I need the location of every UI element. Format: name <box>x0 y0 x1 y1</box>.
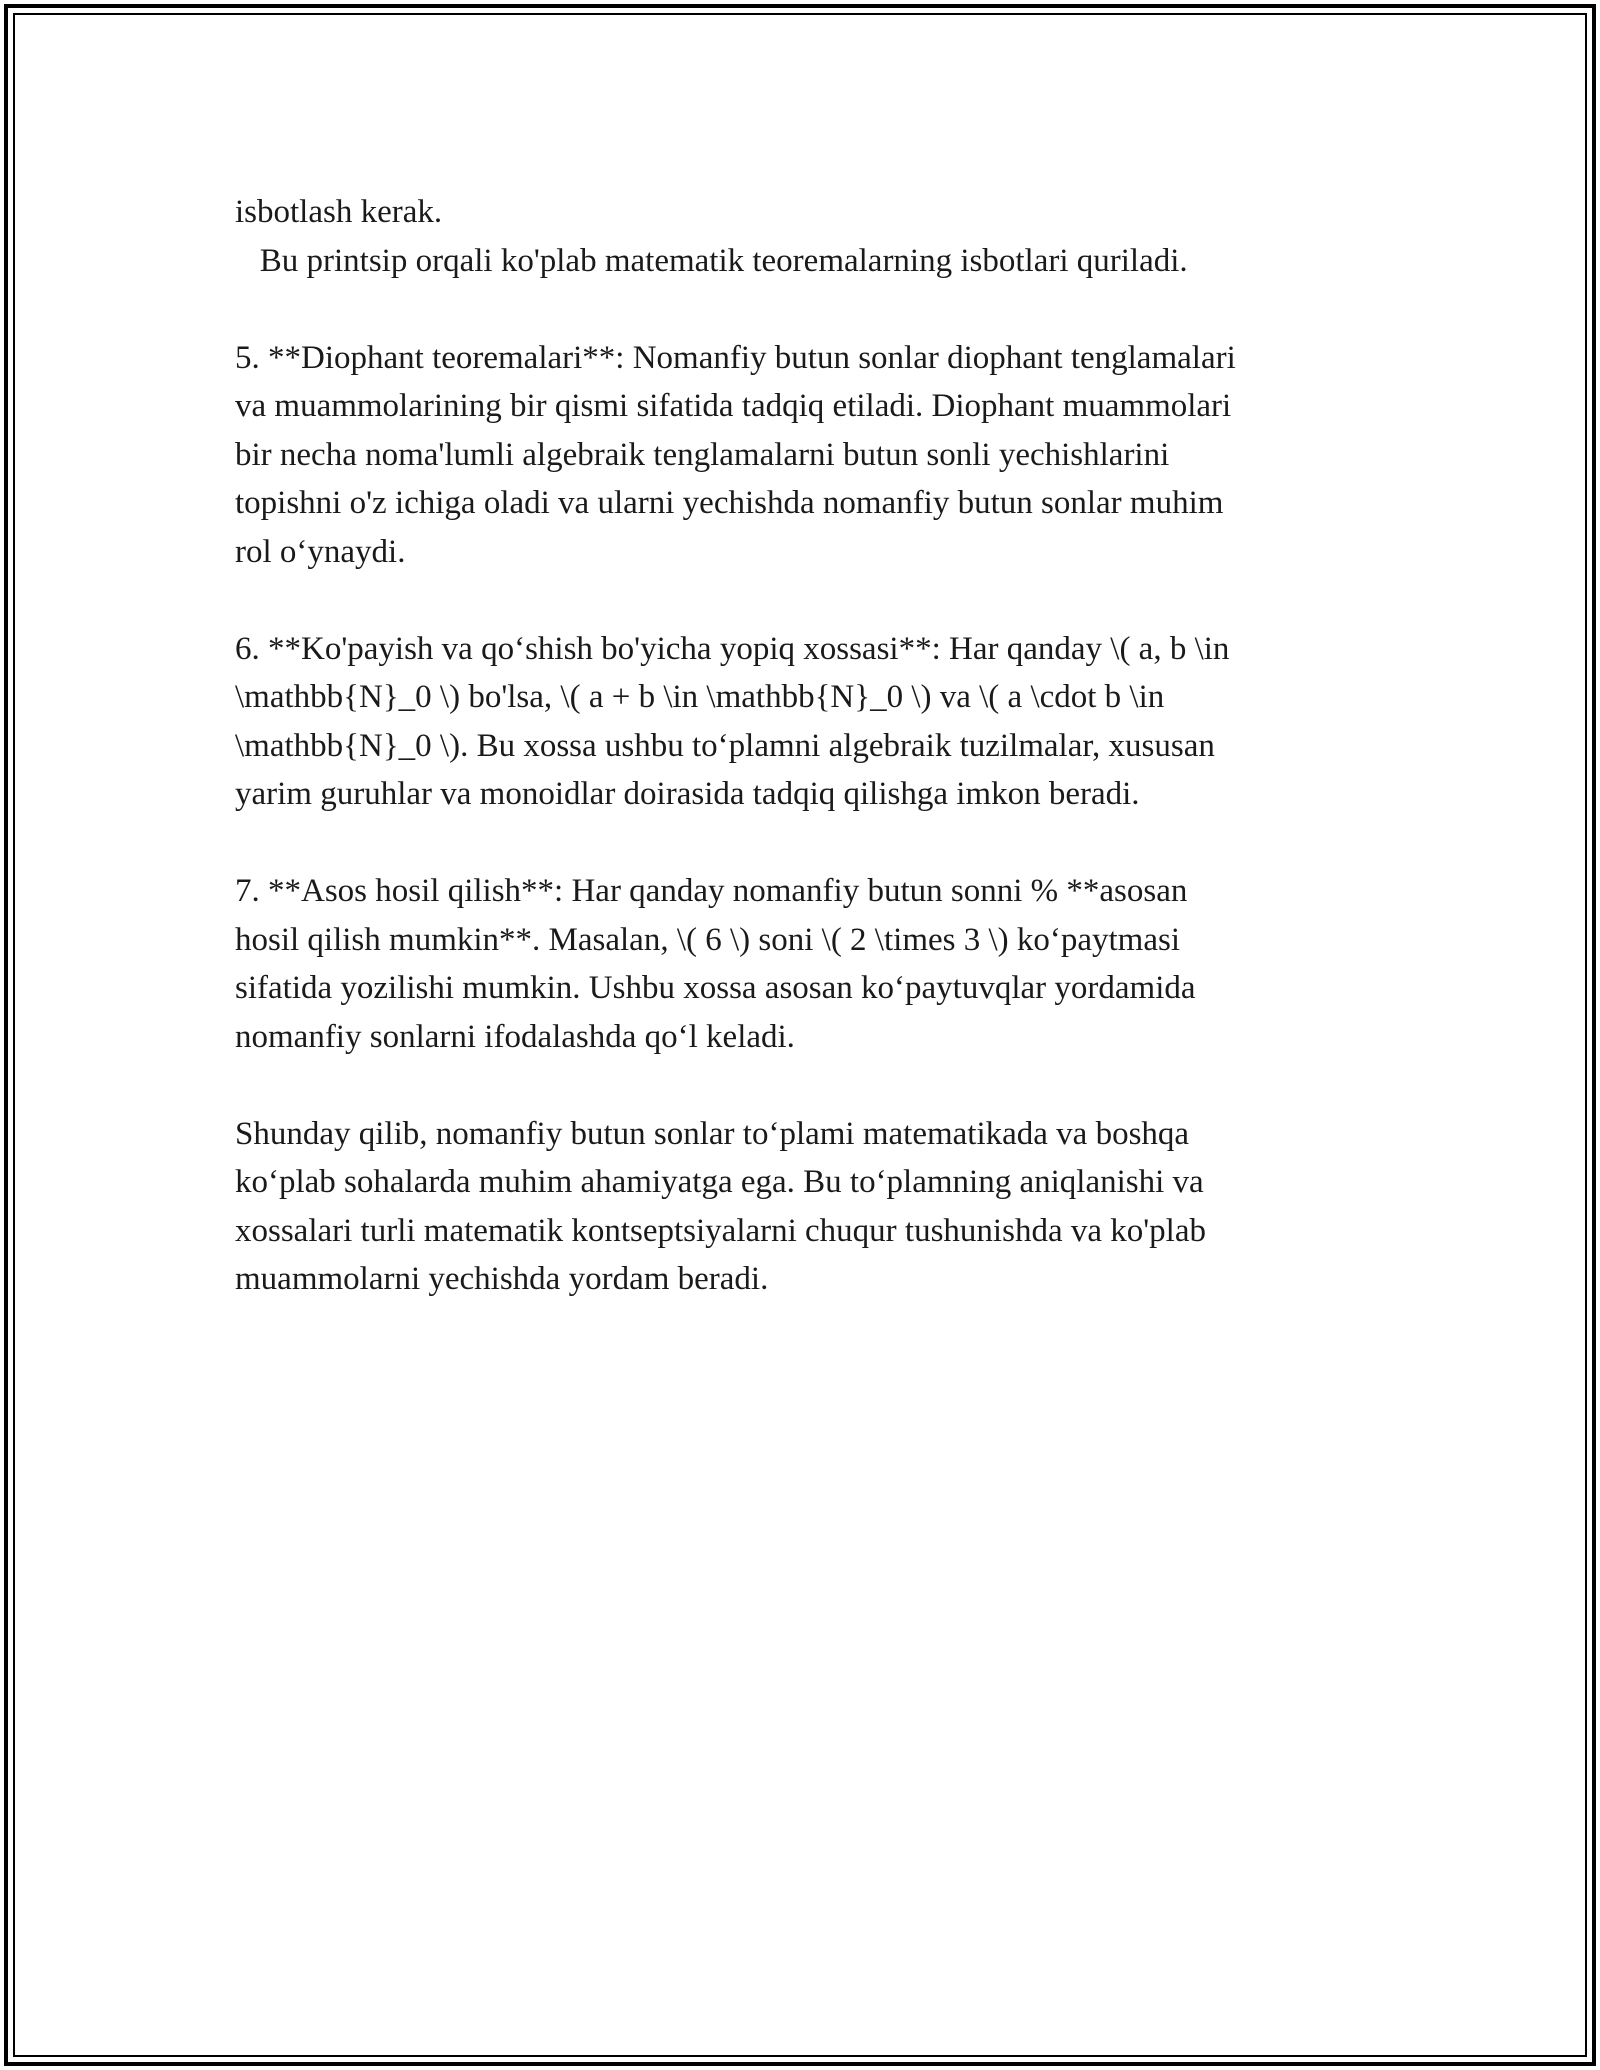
document-body <box>235 188 1365 1304</box>
text-line: 6. **Ko'payish va qo‘shish bo'yicha yopiq xossasi**: Har qanday \( a, b \in <box>235 630 1230 667</box>
paragraph-7-basis <box>235 867 1365 1061</box>
text-line: rol o‘ynaydi. <box>235 533 406 570</box>
paragraph-5-diophant <box>235 334 1365 577</box>
text-line: \mathbb{N}_0 \) bo'lsa, \( a + b \in \mathbb{N}_0 \) va \( a \cdot b \in <box>235 679 1165 715</box>
text-line: sifatida yozilishi mumkin. Ushbu xossa asosan ko‘paytuvqlar yordamida <box>235 970 1196 1006</box>
text-line: ko‘plab sohalarda muhim ahamiyatga ega. Bu to‘plamning aniqlanishi va <box>235 1164 1204 1200</box>
text-line: xossalari turli matematik kontseptsiyalarni chuqur tushunishda va ko'plab <box>235 1212 1207 1249</box>
text-line: topishni o'z ichiga oladi va ularni yechishda nomanfiy butun sonlar muhim <box>235 485 1224 521</box>
text-line: 5. **Diophant teoremalari**: Nomanfiy butun sonlar diophant tenglamalari <box>235 339 1236 376</box>
text-line: va muammolarining bir qismi sifatida tadqiq etiladi. Diophant muammolari <box>235 388 1232 424</box>
text-line: 7. **Asos hosil qilish**: Har qanday nomanfiy butun sonni % **asosan <box>235 873 1188 909</box>
text-line: nomanfiy sonlarni ifodalashda qo‘l keladi. <box>235 1018 795 1055</box>
text-line: \mathbb{N}_0 \). Bu xossa ushbu to‘plamni algebraik tuzilmalar, xususan <box>235 727 1215 764</box>
paragraph-6-closure <box>235 625 1365 819</box>
text-line: hosil qilish mumkin**. Masalan, \( 6 \) soni \( 2 \times 3 \) ko‘paytmasi <box>235 921 1181 958</box>
text-line: bir necha noma'lumli algebraik tenglamalarni butun sonli yechishlarini <box>235 436 1170 473</box>
text-line: Bu printsip orqali ko'plab matematik teoremalarning isbotlari quriladi. <box>235 242 1188 279</box>
text-line: yarim guruhlar va monoidlar doirasida tadqiq qilishga imkon beradi. <box>235 776 1140 812</box>
text-line: muammolarni yechishda yordam beradi. <box>235 1261 769 1297</box>
paragraph-continuation <box>235 188 1365 285</box>
paragraph-conclusion <box>235 1110 1365 1304</box>
text-line: isbotlash kerak. <box>235 194 443 230</box>
text-line: Shunday qilib, nomanfiy butun sonlar to‘plami matematikada va boshqa <box>235 1115 1190 1152</box>
